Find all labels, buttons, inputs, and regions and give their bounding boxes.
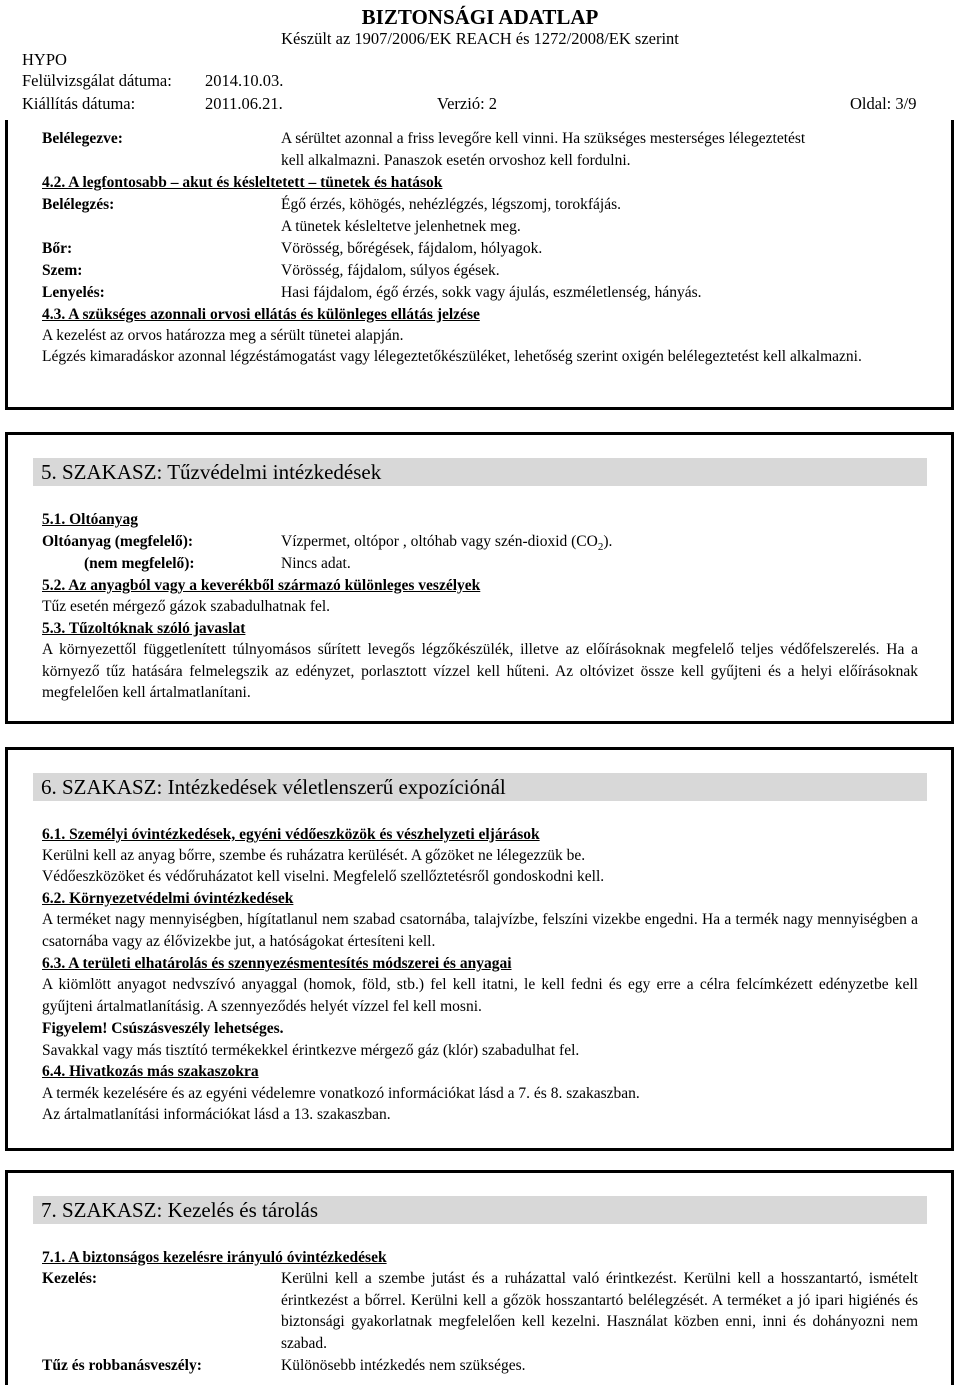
heading-6-1: 6.1. Személyi óvintézkedések, egyéni védőeszközök és vészhelyzeti eljárások [42,826,540,843]
heading-4-2: 4.2. A legfontosabb – akut és késleltetett – tünetek és hatások [42,174,443,191]
unsuitable-media-text: Nincs adat. [281,555,351,572]
co2-subscript: 2 [597,541,604,554]
para-5-2: Tűz esetén mérgező gázok szabadulhatnak fel. [42,598,331,615]
symptom-inhalation-text-2: A tünetek késleltetve jelenhetnek meg. [281,218,521,235]
heading-4-3: 4.3. A szükséges azonnali orvosi ellátás és különleges ellátás jelzése [42,306,480,323]
eye-label: Szem: [42,262,83,279]
fire-explosion-text: Különösebb intézkedés nem szükséges. [281,1357,526,1374]
heading-6-4: 6.4. Hivatkozás más szakaszokra [42,1063,259,1080]
para-6-1-1: Kerülni kell az anyag bőrre, szembe és ruházatra kerülését. A gőzöket ne lélegezzük be. [42,847,586,864]
heading-5-3: 5.3. Tűzoltóknak szóló javaslat [42,620,246,637]
unsuitable-media-label: (nem megfelelő): [84,555,195,572]
product-name: HYPO [22,50,67,69]
symptom-inhalation-label: Belélegzés: [42,196,115,213]
heading-6-3: 6.3. A területi elhatárolás és szennyezésmentesítés módszerei és anyagai [42,955,512,972]
inhalation-text-2: kell alkalmazni. Panaszok esetén orvoshoz kell fordulni. [281,152,631,169]
para-6-2: A terméket nagy mennyiségben, hígítatlanul nem szabad csatornába, talajvízbe, felszíni vizekbe engedni. Ha a termék nagy mennyiségben a csatornába vagy az élővizekbe jut, a hatóságokat értesíteni kell. [42,911,918,950]
para-4-3-2: Légzés kimaradáskor azonnal légzéstámogatást vagy lélegeztetőkészüléket, lehetőség szerint oxigén belélegeztetést kell alkalmazni. [42,348,862,365]
inhalation-label: Belélegezve: [42,130,123,147]
section-5-title: 5. SZAKASZ: Tűzvédelmi intézkedések [33,458,927,486]
handling-text: Kerülni kell a szembe jutást és a ruházattal való érintkezést. Kerülni kell a hosszantartó, ismételt érintkezést a bőrrel. Kerülni kell a gőzök hosszantartó belélegzését. A terméket a jó ipari higiénés és biztonsági gyakorlatnak megfelelően kell kezelni. Használat közben enni, inni és dohányozni nem szabad. [281,1270,918,1352]
version: Verzió: 2 [437,94,498,113]
para-6-4-1: A termék kezelésére és az egyéni védelemre vonatkozó információkat lásd a 7. és 8. szakaszban. [42,1085,640,1102]
suitable-media-text: Vízpermet, oltópor , oltóhab vagy szén-dioxid (CO [281,533,598,550]
heading-6-2: 6.2. Környezetvédelmi óvintézkedések [42,890,294,907]
fire-explosion-label: Tűz és robbanásveszély: [42,1357,202,1374]
heading-5-1: 5.1. Oltóanyag [42,511,139,528]
document-subtitle: Készült az 1907/2006/EK REACH és 1272/2008/EK szerint [281,29,679,48]
section-7-title: 7. SZAKASZ: Kezelés és tárolás [33,1196,927,1224]
para-6-1-2: Védőeszközöket és védőruházatot kell viselni. Megfelelő szellőztetésről gondoskodni kell. [42,868,605,885]
heading-5-2: 5.2. Az anyagból vagy a keverékből származó különleges veszélyek [42,577,481,594]
slip-warning: Figyelem! Csúszásveszély lehetséges. [42,1020,284,1037]
para-6-3-2: Savakkal vagy más tisztító termékekkel érintkezve mérgező gáz (klór) szabadulhat fel. [42,1042,580,1059]
symptom-inhalation-text-1: Égő érzés, köhögés, nehézlégzés, légszomj, torokfájás. [281,196,622,213]
document-title: BIZTONSÁGI ADATLAP [361,5,599,29]
issue-date: 2011.06.21. [205,94,283,113]
ingestion-label: Lenyelés: [42,284,105,301]
para-6-4-2: Az ártalmatlanítási információkat lásd a 13. szakaszban. [42,1106,391,1123]
section-6-title: 6. SZAKASZ: Intézkedések véletlenszerű expozíciónál [33,773,927,801]
handling-label: Kezelés: [42,1270,98,1287]
heading-7-1: 7.1. A biztonságos kezelésre irányuló óvintézkedések [42,1249,387,1266]
page-number: Oldal: 3/9 [850,94,917,113]
para-5-3: A környezettől függetlenített túlnyomásos sűrített levegős légzőkészülék, illetve az előírásoknak megfelelő teljes védőfelszerelés. Ha a környező tűz hatására felmelegszik az edényzet, porlasztott vízzel kell hűteni. Az oltóvizet össze kell gyűjteni és a helyi előírásoknak megfelelően kell ártalmatlanítani. [42,641,918,701]
skin-label: Bőr: [42,240,73,257]
suitable-media-label: Oltóanyag (megfelelő): [42,533,194,550]
issue-label: Kiállítás dátuma: [22,94,136,113]
inhalation-text-1: A sérültet azonnal a friss levegőre kell vinni. Ha szükséges mesterséges lélegeztetést [281,130,806,147]
eye-text: Vörösség, fájdalom, súlyos égések. [281,262,500,279]
para-6-3: A kiömlött anyagot nedvszívó anyaggal (homok, föld, stb.) fel kell itatni, le kell fedni és egy erre a célra felcímkézett edényzetbe kell gyűjteni ártalmatlanításig. A szennyeződés helyét vízzel fel kell mosni. [42,976,918,1015]
revision-date: 2014.10.03. [205,71,284,90]
para-4-3-1: A kezelést az orvos határozza meg a sérült tünetei alapján. [42,327,404,344]
suitable-media-end: ). [603,533,613,550]
skin-text: Vörösség, bőrégések, fájdalom, hólyagok. [281,240,543,257]
ingestion-text: Hasi fájdalom, égő érzés, sokk vagy ájulás, eszméletlenség, hányás. [281,284,702,301]
revision-label: Felülvizsgálat dátuma: [22,71,172,90]
